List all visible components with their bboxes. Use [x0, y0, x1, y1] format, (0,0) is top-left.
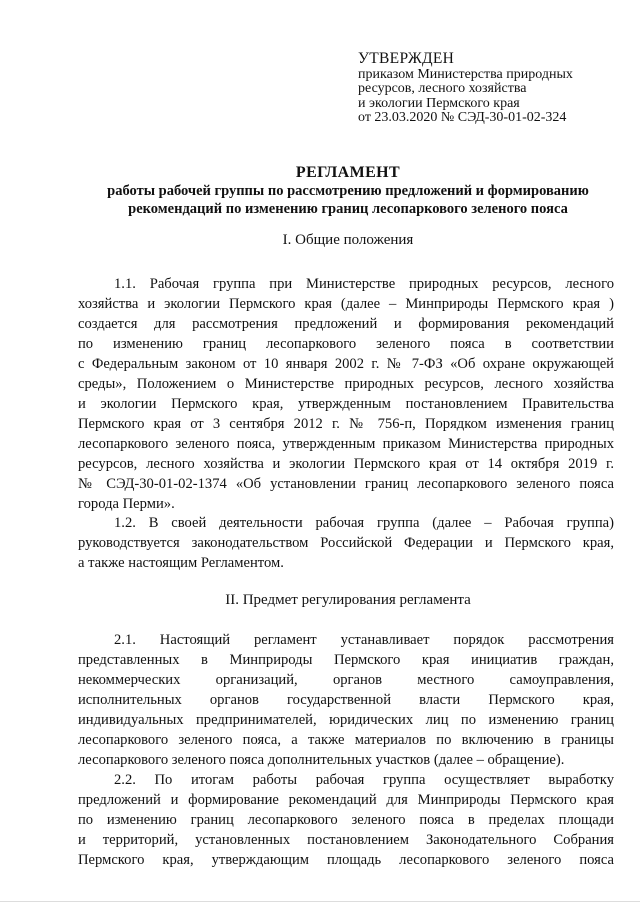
paragraph-line: и экологии Пермского края, утвержденным постановлением Правительства [78, 396, 614, 412]
title-sub-line: рекомендаций по изменению границ лесопаркового зеленого пояса [128, 201, 568, 217]
approval-line: от 23.03.2020 № СЭД-30-01-02-324 [358, 110, 567, 125]
paragraph-line: индивидуальных предпринимателей, юридических лиц по изменению границ [78, 712, 614, 728]
paragraph-line: лесопаркового зеленого пояса дополнительных участков (далее – обращение). [78, 752, 565, 768]
page-bottom-edge [0, 901, 640, 902]
approval-stamp [358, 52, 618, 126]
paragraph-line: 2.2. По итогам работы рабочая группа осуществляет выработку [114, 772, 614, 788]
document-title [78, 163, 618, 218]
paragraph-line: хозяйства и экологии Пермского края (далее – Минприроды Пермского края ) [78, 296, 614, 312]
paragraph-line: среды», Положением о Министерстве природных ресурсов, лесного хозяйства [78, 376, 614, 392]
paragraph-line: Пермского края от 3 сентября 2012 г. № 756-п, Порядком изменения границ [78, 416, 614, 432]
paragraph-line: Пермского края, утверждающим площадь лесопаркового зеленого пояса [78, 852, 614, 868]
paragraph-line: № СЭД-30-01-02-1374 «Об установлении границ лесопаркового зеленого пояса [78, 476, 614, 492]
paragraph-line: по изменению границ лесопаркового зеленого пояса в пределах площади [78, 812, 614, 828]
paragraph-1-2 [78, 513, 614, 573]
paragraph-line: исполнительных органов государственной власти Пермского края, [78, 692, 614, 708]
paragraph-line: 2.1. Настоящий регламент устанавливает порядок рассмотрения [114, 632, 614, 648]
title-sub-line: работы рабочей группы по рассмотрению предложений и формированию [107, 183, 589, 199]
paragraph-1-1 [78, 274, 614, 514]
approval-line: ресурсов, лесного хозяйства [358, 81, 527, 96]
paragraph-line: а также настоящим Регламентом. [78, 555, 284, 571]
paragraph-line: 1.2. В своей деятельности рабочая группа (далее – Рабочая группа) [114, 515, 614, 531]
paragraph-line: с Федеральным законом от 10 января 2002 г. № 7-ФЗ «Об охране окружающей [78, 356, 614, 372]
paragraph-line: ресурсов, лесного хозяйства и экологии Пермского края от 14 октября 2019 г. [78, 456, 614, 472]
paragraph-line: по изменению границ лесопаркового зеленого пояса в соответствии [78, 336, 614, 352]
approval-line: и экологии Пермского края [358, 95, 520, 111]
paragraph-line: лесопаркового зеленого пояса, а также материалов по включению в границы [78, 732, 614, 748]
paragraph-line: и территорий, установленных постановлением Законодательного Собрания [78, 832, 614, 848]
paragraph-line: руководствуется законодательством Российской Федерации и Пермского края, [78, 535, 614, 551]
paragraph-2-2 [78, 770, 614, 870]
paragraph-line: некоммерческих организаций, органов местного самоуправления, [78, 672, 614, 688]
paragraph-line: лесопаркового зеленого пояса, утвержденным приказом Министерства природных [78, 436, 614, 452]
section-heading-1: I. Общие положения [282, 232, 414, 248]
paragraph-line: представленных в Минприроды Пермского края инициатив граждан, [78, 652, 614, 668]
approval-line: приказом Министерства природных [358, 66, 573, 82]
title-main: РЕГЛАМЕНТ [295, 164, 401, 181]
paragraph-line: города Перми». [78, 496, 175, 512]
section-heading-2: II. Предмет регулирования регламента [225, 592, 471, 608]
approval-head: УТВЕРЖДЕН [358, 50, 455, 67]
paragraph-line: создается для рассмотрения предложений и формирования рекомендаций [78, 316, 614, 332]
paragraph-2-1 [78, 630, 614, 770]
paragraph-line: предложений и формирование рекомендаций для Минприроды Пермского края [78, 792, 614, 808]
paragraph-line: 1.1. Рабочая группа при Министерстве природных ресурсов, лесного [114, 276, 614, 292]
